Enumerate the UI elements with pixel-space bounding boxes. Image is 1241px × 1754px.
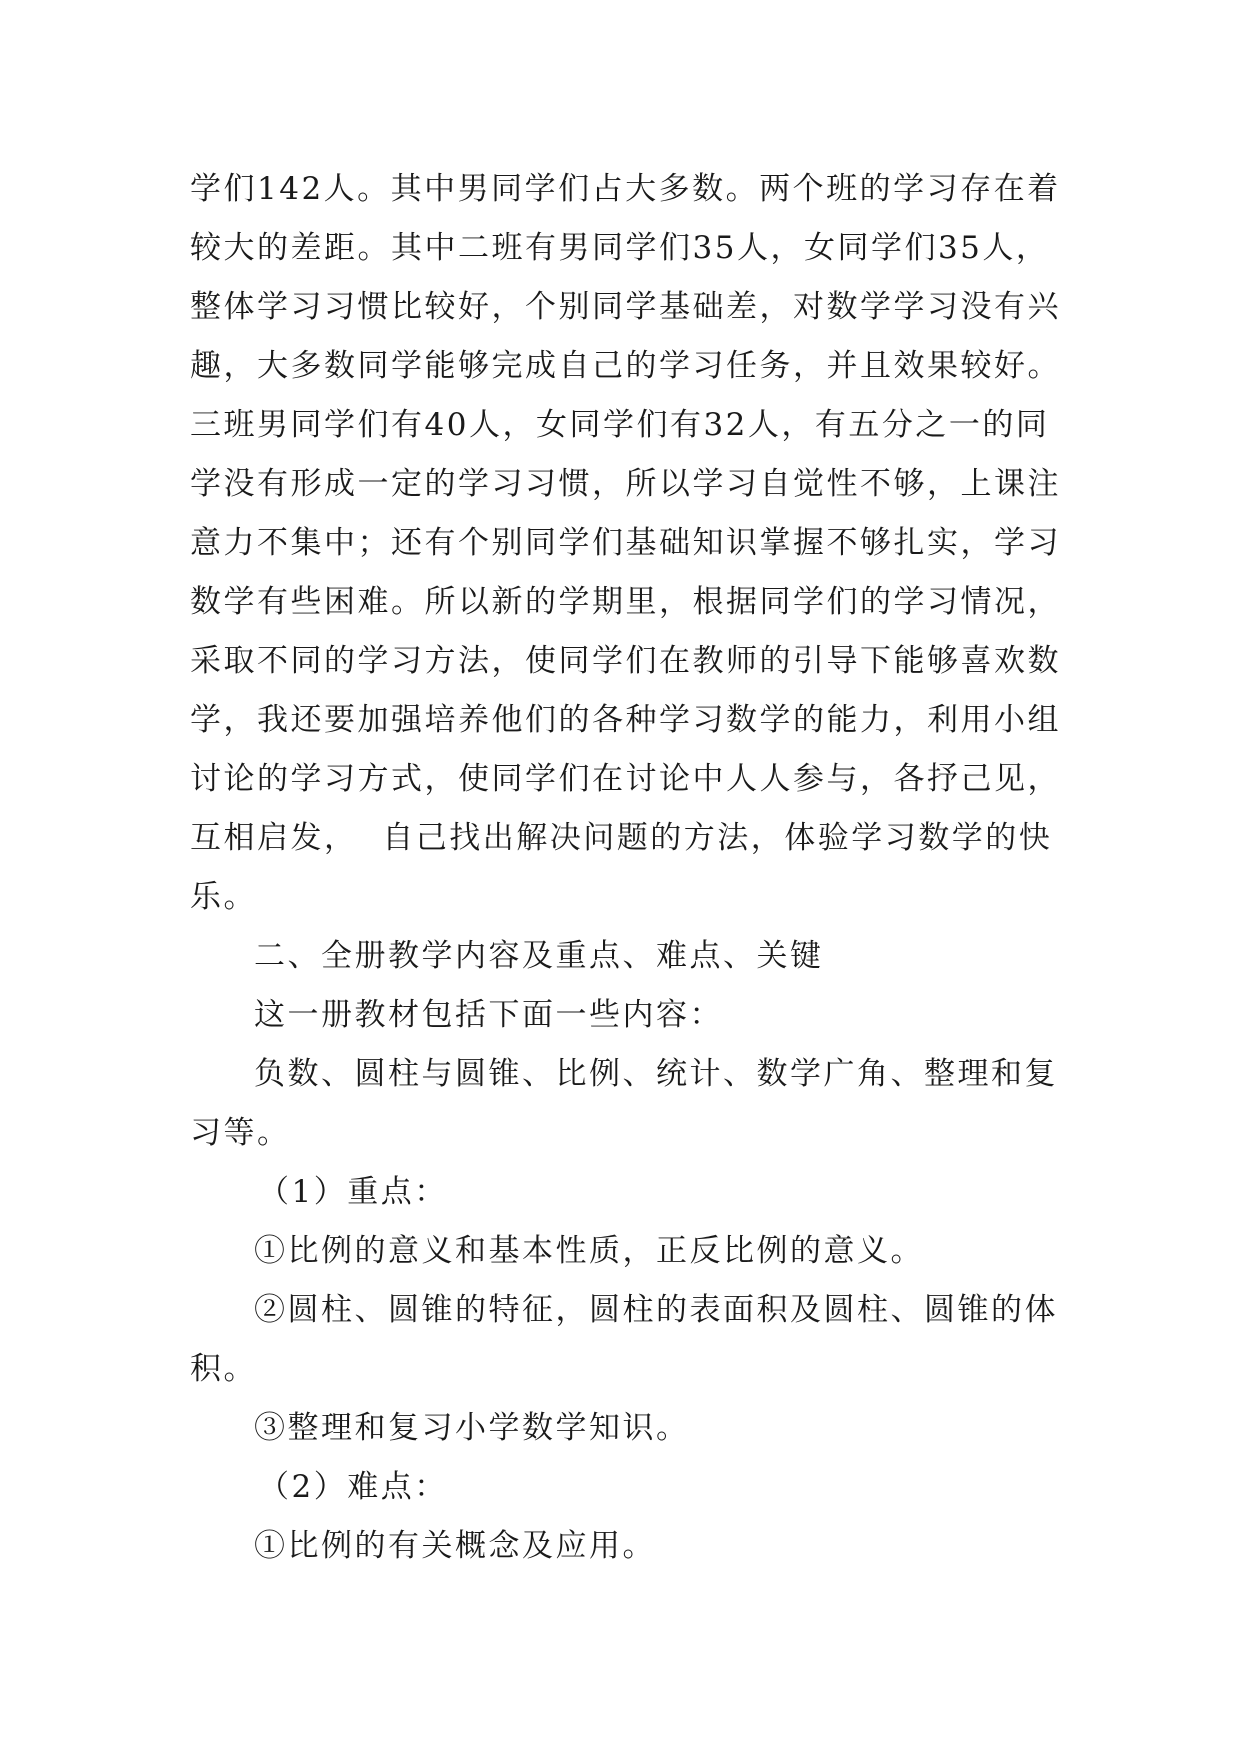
document-body (190, 160, 1070, 1576)
subheading-key-points: （1）重点： (258, 1174, 448, 1210)
paragraph-class-situation: 学们142人。其中男同学们占大多数。两个班的学习存在着较大的差距。其中二班有男同学们35人，女同学们35人，整体学习习惯比较好，个别同学基础差，对数学学习没有兴趣，大多数同学能够完成自己的学习任务，并且效果较好。三班男同学们有40人，女同学们有32人，有五分之一的同学没有形成一定的学习习惯，所以学习自觉性不够，上课注意力不集中；还有个别同学们基础知识掌握不够扎实，学习数学有些困难。所以新的学期里，根据同学们的学习情况，采取不同的学习方法，使同学们在教师的引导下能够喜欢数学，我还要加强培养他们的各种学习数学的能力，利用小组讨论的学习方式，使同学们在讨论中人人参与，各抒己见，互相启发， 自己找出解决问题的方法，体验学习数学的快乐。 (190, 171, 1061, 915)
difficulty-item: ①比例的有关概念及应用。 (254, 1528, 656, 1564)
subheading-difficulties: （2）难点： (258, 1469, 448, 1505)
paragraph-content-intro: 这一册教材包括下面一些内容： (254, 997, 723, 1033)
paragraph-content-list: 负数、圆柱与圆锥、比例、统计、数学广角、整理和复习等。 (190, 1056, 1058, 1151)
key-point-item: ①比例的意义和基本性质，正反比例的意义。 (254, 1233, 924, 1269)
key-point-item: ②圆柱、圆锥的特征，圆柱的表面积及圆柱、圆锥的体积。 (190, 1292, 1058, 1387)
key-point-item: ③整理和复习小学数学知识。 (254, 1410, 690, 1446)
section-heading-teaching-content: 二、全册教学内容及重点、难点、关键 (254, 938, 824, 974)
